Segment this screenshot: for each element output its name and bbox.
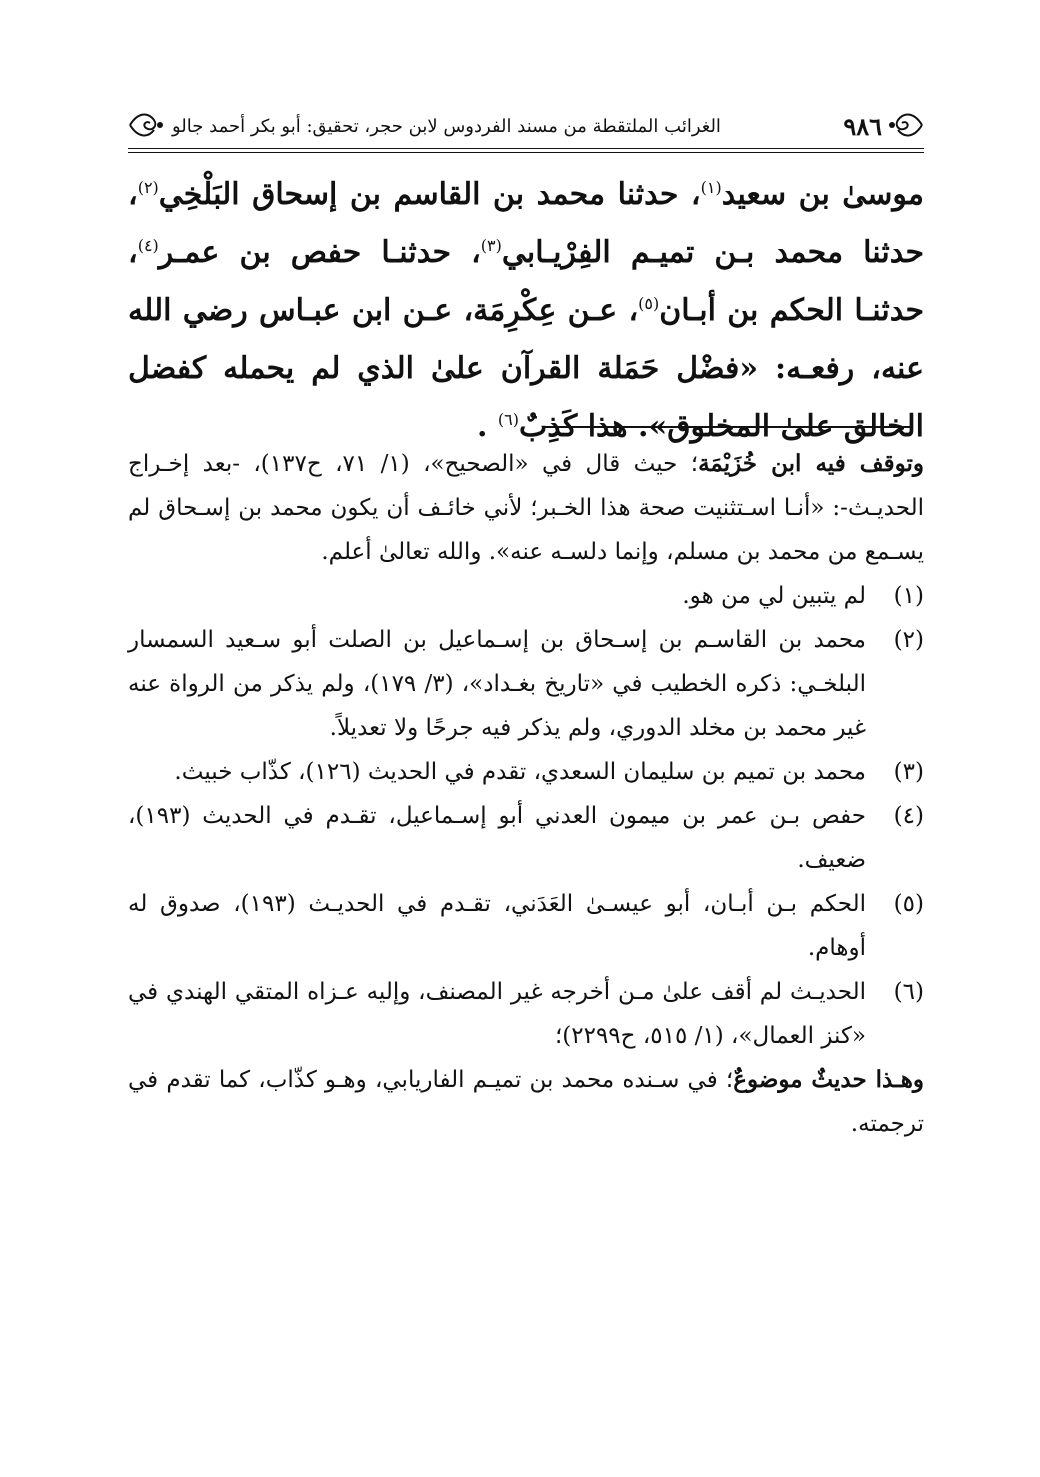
ornament-left-icon: [128, 110, 168, 140]
footnote-number: (٦): [893, 979, 924, 1005]
footnote-ref-2[interactable]: (٢): [137, 178, 159, 197]
footnote-text: محمد بن تميم بن سليمان السعدي، تقدم في الحديث (١٢٦)، كذّاب خبيث.: [174, 759, 866, 785]
footnote-text: حفص بـن عمر بن ميمون العدني أبو إسـماعيل، تقـدم في الحديث (١٩٣)، ضعيف.: [128, 803, 866, 873]
main-text: [128, 166, 924, 456]
footnote-item: [128, 970, 924, 1058]
footnote-number: (٥): [893, 891, 924, 917]
footnote-ref-3[interactable]: (٣): [480, 236, 502, 255]
footnote-conclusion: وهـذا حديثٌ موضوعٌ؛ في سـنده محمد بن تميـم الفاريابي، وهـو كذّاب، كما تقدم في ترجمته.: [128, 1066, 925, 1137]
running-title: الغرائب الملتقطة من مسند الفردوس لابن حجر، تحقيق: أبو بكر أحمد جالو: [172, 116, 721, 137]
footnote-item: [128, 750, 924, 794]
footnote-ref-5[interactable]: (٥): [638, 294, 660, 313]
footnote-ref-1[interactable]: (١): [700, 178, 722, 197]
footnote-ref-6[interactable]: (٦): [497, 410, 519, 429]
ornament-right-icon: [884, 110, 924, 140]
page-header: [128, 108, 924, 144]
footnote-text: الحديـث لم أقف علىٰ مـن أخرجه غير المصنف، وإليه عـزاه المتقي الهندي في «كنز العمال»، (١/ ٥١٥، ح٢٢٩٩)؛: [128, 979, 866, 1049]
footnote-number: (١): [893, 583, 924, 609]
footnote-continuation: وتوقف فيه ابن خُزَيْمَة؛ حيث قال في «الصحيح»، (١/ ٧١، ح١٣٧)، -بعد إخـراج الحديـث-: «أنـا اسـتثنيت صحة هذا الخـبر؛ لأني خائـف أن يكون محمد بن إسـحاق لم يسـمع من محمد بن مسلم، وإنما دلسـه عنه». والله تعالىٰ أعلم.: [128, 450, 925, 565]
footnote-number: (٢): [893, 627, 924, 653]
footnote-text: لم يتبين لي من هو.: [682, 583, 866, 609]
footnote-item: [128, 618, 924, 750]
page-number: ٩٨٦: [843, 112, 882, 141]
header-rule: [128, 148, 924, 153]
footnote-number: (٣): [893, 759, 924, 785]
footnote-item: [128, 882, 924, 970]
footnote-number: (٤): [893, 803, 924, 829]
footnote-text: محمد بن القاسـم بن إسـحاق بن إسـماعيل بن الصلت أبو سـعيد السمسار البلخـي: ذكره الخطيب في «تاريخ بغـداد»، (٣/ ١٧٩)، ولم يذكر من الرواة عنه غير محمد بن مخلد الدوري، ولم يذكر فيه جرحًا ولا تعديلاً.: [128, 627, 866, 741]
footnote-item: [128, 574, 924, 618]
footnote-item: [128, 794, 924, 882]
footnotes: [128, 442, 924, 1146]
footnote-text: الحكم بـن أبـان، أبو عيسـىٰ العَدَني، تقـدم في الحديـث (١٩٣)، صدوق له أوهام.: [128, 891, 866, 961]
main-paragraph: موسىٰ بن سعيد$^{(١)}$، حدثنا محمد بن القاسم بن إسحاق البَلْخِي$^{(٢)}$، حدثنا محمد بـن تميـم الفِرْيـابي$^{(٣)}$، حدثنـا حفص بن عمـر$^{(٤)}$، حدثنـا الحكم بن أبـان$^{(٥)}$، عـن عِكْرِمَة، عـن ابن عبـاس رضي الله عنه، رفعـه: «فضْل حَمَلة القرآن علىٰ الذي لم يحمله كفضل الخالق علىٰ المخلوق». هذا كَذِبٌ$^{(٦)}$ .: [128, 177, 924, 444]
footnote-separator: [542, 426, 912, 428]
footnote-ref-4[interactable]: (٤): [137, 236, 159, 255]
